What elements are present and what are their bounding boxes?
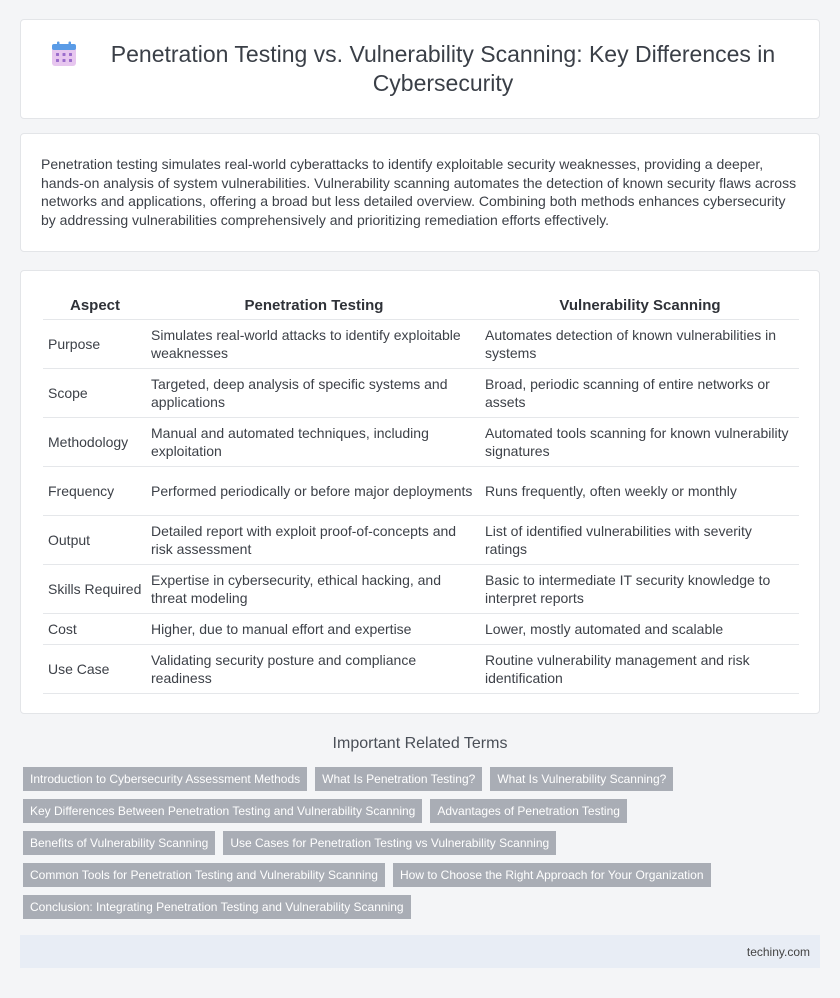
cell-penetration: Performed periodically or before major deployments [147,466,481,515]
cell-penetration: Simulates real-world attacks to identify exploitable weaknesses [147,319,481,368]
table-row [43,613,799,644]
related-term-tag[interactable]: How to Choose the Right Approach for Your Organization [393,863,711,887]
footer-site-link[interactable]: techiny.com [746,944,810,959]
cell-aspect: Scope [43,368,147,417]
cell-aspect: Cost [43,613,147,644]
related-term-tag[interactable]: Common Tools for Penetration Testing and Vulnerability Scanning [23,863,385,887]
related-term-tag[interactable]: Introduction to Cybersecurity Assessment Methods [23,767,307,791]
related-term-tag[interactable]: Key Differences Between Penetration Testing and Vulnerability Scanning [23,799,422,823]
related-term-tag[interactable]: Use Cases for Penetration Testing vs Vulnerability Scanning [223,831,556,855]
cell-vulnerability: List of identified vulnerabilities with severity ratings [481,515,799,564]
table-row [43,417,799,466]
cell-vulnerability: Automates detection of known vulnerabilities in systems [481,319,799,368]
cell-aspect: Output [43,515,147,564]
cell-vulnerability: Basic to intermediate IT security knowledge to interpret reports [481,564,799,613]
cell-vulnerability: Routine vulnerability management and risk identification [481,644,799,693]
related-terms-list [23,767,823,927]
table-header-row [43,293,799,319]
related-term-tag[interactable]: Benefits of Vulnerability Scanning [23,831,215,855]
cell-aspect: Skills Required [43,564,147,613]
cell-aspect: Purpose [43,319,147,368]
intro-paragraph: Penetration testing simulates real-world cyberattacks to identify exploitable security weaknesses, providing a deeper, hands-on analysis of system vulnerabilities. Vulnerability scanning automates the detection of known security flaws across networks and applications, offering a broad but less detailed overview. Combining both methods enhances cybersecurity by addressing vulnerabilities comprehensively and prioritizing remediation efforts effectively. [41,156,797,228]
cell-vulnerability: Broad, periodic scanning of entire networks or assets [481,368,799,417]
intro-card [20,133,820,252]
comparison-table [43,293,799,694]
cell-vulnerability: Lower, mostly automated and scalable [481,613,799,644]
cell-vulnerability: Runs frequently, often weekly or monthly [481,466,799,515]
page-title: Penetration Testing vs. Vulnerability Scanning: Key Differences in Cybersecurity [110,41,776,96]
table-row [43,368,799,417]
cell-penetration: Detailed report with exploit proof-of-concepts and risk assessment [147,515,481,564]
cell-penetration: Higher, due to manual effort and expertise [147,613,481,644]
table-row [43,515,799,564]
cell-aspect: Use Case [43,644,147,693]
cell-aspect: Frequency [43,466,147,515]
related-term-tag[interactable]: Advantages of Penetration Testing [430,799,627,823]
related-term-tag[interactable]: What Is Penetration Testing? [315,767,482,791]
table-row [43,644,799,693]
cell-penetration: Manual and automated techniques, including exploitation [147,417,481,466]
header-penetration-testing: Penetration Testing [147,293,481,319]
related-term-tag[interactable]: What Is Vulnerability Scanning? [490,767,673,791]
calendar-grid-icon [51,41,77,67]
table-row [43,319,799,368]
header-aspect: Aspect [43,293,147,319]
footer [20,935,820,968]
comparison-table-card [20,270,820,714]
cell-penetration: Expertise in cybersecurity, ethical hacking, and threat modeling [147,564,481,613]
cell-penetration: Targeted, deep analysis of specific systems and applications [147,368,481,417]
cell-vulnerability: Automated tools scanning for known vulnerability signatures [481,417,799,466]
related-terms-title: Important Related Terms [332,735,508,752]
header-card [20,19,820,119]
table-row [43,564,799,613]
header-vulnerability-scanning: Vulnerability Scanning [481,293,799,319]
related-term-tag[interactable]: Conclusion: Integrating Penetration Testing and Vulnerability Scanning [23,895,411,919]
cell-penetration: Validating security posture and compliance readiness [147,644,481,693]
table-row [43,466,799,515]
cell-aspect: Methodology [43,417,147,466]
